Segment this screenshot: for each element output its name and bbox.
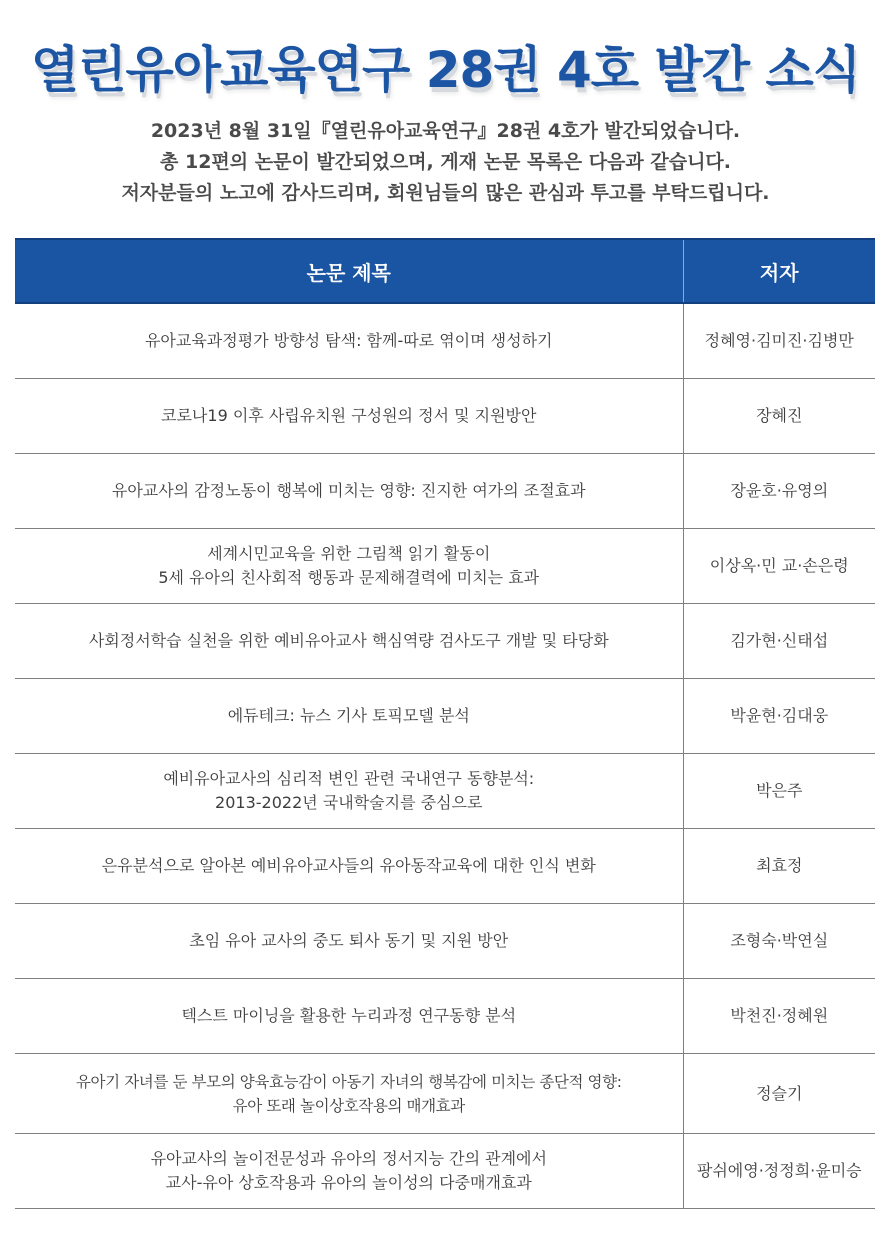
table-row xyxy=(15,454,875,529)
paper-authors: 박은주 xyxy=(683,754,875,829)
page-title: 열린유아교육연구 28권 4호 발간 소식 xyxy=(30,41,861,99)
table-row xyxy=(15,754,875,829)
paper-title-line: 유아기 자녀를 둔 부모의 양육효능감이 아동기 자녀의 행복감에 미치는 종단적 영향: xyxy=(75,1072,622,1091)
paper-title-line: 유아교사의 감정노동이 행복에 미치는 영향: 진지한 여가의 조절효과 xyxy=(111,481,586,500)
paper-table xyxy=(15,238,875,1209)
table-row xyxy=(15,303,875,379)
column-header-authors: 저자 xyxy=(683,239,875,303)
paper-title-line: 유아교사의 놀이전문성과 유아의 정서지능 간의 관계에서 xyxy=(150,1149,547,1168)
paper-title-line: 에듀테크: 뉴스 기사 토픽모델 분석 xyxy=(227,706,470,725)
paper-authors: 장윤호·유영의 xyxy=(683,454,875,529)
paper-title xyxy=(15,829,683,904)
paper-title-line: 코로나19 이후 사립유치원 구성원의 정서 및 지원방안 xyxy=(161,406,537,425)
paper-authors: 박천진·정혜원 xyxy=(683,979,875,1054)
table-row xyxy=(15,1134,875,1209)
paper-title xyxy=(15,679,683,754)
table-header-row xyxy=(15,239,875,303)
paper-title xyxy=(15,379,683,454)
paper-title xyxy=(15,454,683,529)
paper-title-line: 5세 유아의 친사회적 행동과 문제해결력에 미치는 효과 xyxy=(158,568,540,587)
table-row xyxy=(15,979,875,1054)
paper-title-line: 예비유아교사의 심리적 변인 관련 국내연구 동향분석: xyxy=(163,769,535,788)
paper-title-line: 초임 유아 교사의 중도 퇴사 동기 및 지원 방안 xyxy=(189,931,509,950)
paper-title xyxy=(15,1054,683,1134)
intro-line: 총 12편의 논문이 발간되었으며, 게재 논문 목록은 다음과 같습니다. xyxy=(160,151,731,173)
paper-authors: 정혜영·김미진·김병만 xyxy=(683,303,875,379)
paper-title xyxy=(15,904,683,979)
paper-title-line: 세계시민교육을 위한 그림책 읽기 활동이 xyxy=(207,544,491,563)
paper-title xyxy=(15,303,683,379)
table-row xyxy=(15,529,875,604)
table-row xyxy=(15,1054,875,1134)
paper-authors: 박윤현·김대웅 xyxy=(683,679,875,754)
paper-authors: 조형숙·박연실 xyxy=(683,904,875,979)
intro-line: 저자분들의 노고에 감사드리며, 회원님들의 많은 관심과 투고를 부탁드립니다. xyxy=(121,182,770,204)
intro-text xyxy=(0,116,891,209)
paper-authors: 최효정 xyxy=(683,829,875,904)
table-row xyxy=(15,679,875,754)
paper-title-line: 사회정서학습 실천을 위한 예비유아교사 핵심역량 검사도구 개발 및 타당화 xyxy=(88,631,609,650)
paper-title-line: 유아교육과정평가 방향성 탐색: 함께-따로 엮이며 생성하기 xyxy=(144,331,553,350)
paper-title xyxy=(15,754,683,829)
paper-title xyxy=(15,604,683,679)
paper-title xyxy=(15,529,683,604)
column-header-title: 논문 제목 xyxy=(15,239,683,303)
paper-authors: 장혜진 xyxy=(683,379,875,454)
table-row xyxy=(15,379,875,454)
paper-title-line: 유아 또래 놀이상호작용의 매개효과 xyxy=(232,1096,465,1115)
paper-title-line: 은유분석으로 알아본 예비유아교사들의 유아동작교육에 대한 인식 변화 xyxy=(101,856,596,875)
table-row xyxy=(15,904,875,979)
paper-authors: 팡쉬에영·정정희·윤미승 xyxy=(683,1134,875,1209)
paper-title xyxy=(15,1134,683,1209)
paper-title xyxy=(15,979,683,1054)
paper-authors: 정슬기 xyxy=(683,1054,875,1134)
paper-title-line: 교사-유아 상호작용과 유아의 놀이성의 다중매개효과 xyxy=(165,1173,532,1192)
paper-title-line: 텍스트 마이닝을 활용한 누리과정 연구동향 분석 xyxy=(181,1006,517,1025)
paper-title-line: 2013-2022년 국내학술지를 중심으로 xyxy=(215,793,483,812)
paper-authors: 김가현·신태섭 xyxy=(683,604,875,679)
table-row xyxy=(15,829,875,904)
table-row xyxy=(15,604,875,679)
paper-authors: 이상옥·민 교·손은령 xyxy=(683,529,875,604)
intro-line: 2023년 8월 31일『열린유아교육연구』28권 4호가 발간되었습니다. xyxy=(150,120,741,142)
